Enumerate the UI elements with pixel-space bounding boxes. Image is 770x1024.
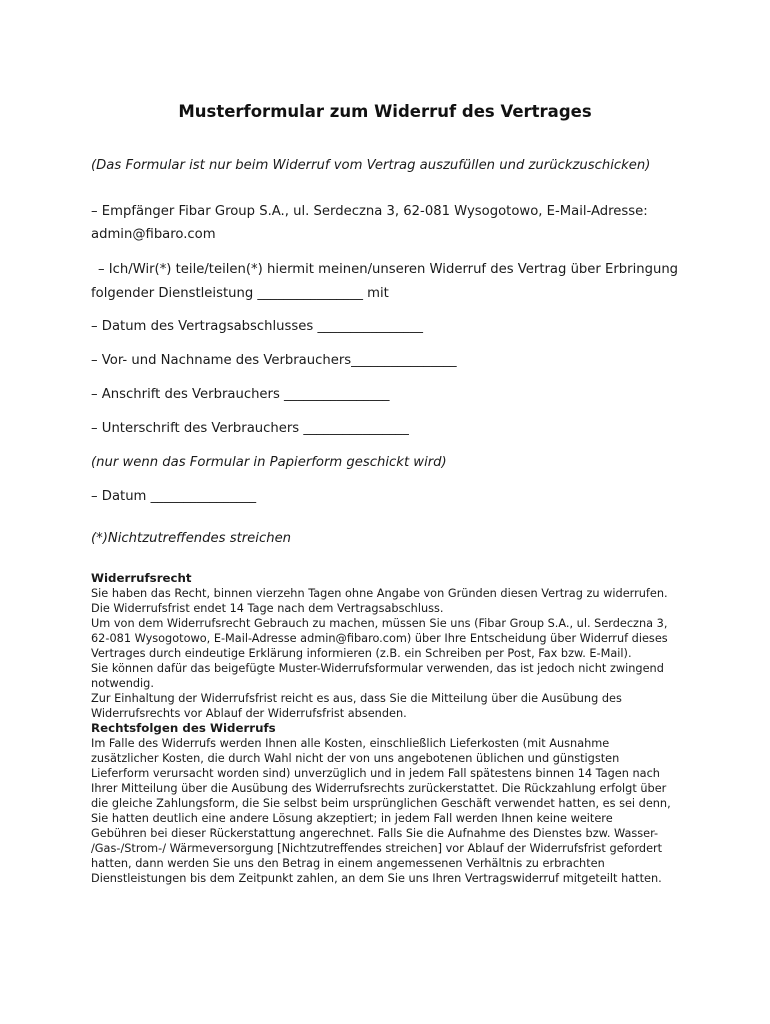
revocation-line-1: – Ich/Wir(*) teile/teilen(*) hiermit meinen/unseren Widerruf des Vertrag über Erbringung — [98, 262, 679, 277]
intro-note: (Das Formular ist nur beim Widerruf vom Vertrag auszufüllen und zurückzuschicken) — [91, 158, 651, 173]
rechtsfolgen-heading: Rechtsfolgen des Widerrufs — [91, 721, 276, 735]
legal-text-block — [91, 571, 691, 886]
document-title: Musterformular zum Widerruf des Vertrages — [178, 102, 592, 121]
recipient-line-2: admin@fibaro.com — [91, 227, 216, 242]
field-consumer-address: – Anschrift des Verbrauchers ________________ — [91, 387, 390, 402]
field-consumer-name: – Vor- und Nachname des Verbrauchers________________ — [91, 353, 457, 368]
recipient-line-1: – Empfänger Fibar Group S.A., ul. Serdeczna 3, 62-081 Wysogotowo, E-Mail-Adresse: — [91, 204, 648, 219]
widerrufsrecht-text: Sie haben das Recht, binnen vierzehn Tagen ohne Angabe von Gründen diesen Vertrag zu widerrufen. Die Widerrufsfrist endet 14 Tage nach dem Vertragsabschluss. Um von dem Widerrufsrecht Gebrauch zu machen, müssen Sie uns (Fibar Group S.A., ul. Serdeczna 3, 62-081 Wysogotowo, E-Mail-Adresse admin@fibaro.com) über Ihre Entscheidung über Widerruf dieses Vertrages durch eindeutige Erklärung informieren (z.B. ein Schreiben per Post, Fax bzw. E-Mail). Sie können dafür das beigefügte Muster-Widerrufsformular verwenden, das ist jedoch nicht zwingend notwendig. Zur Einhaltung der Widerrufsfrist reicht es aus, dass Sie die Mitteilung über die Ausübung des Widerrufsrechts vor Ablauf der Widerrufsfrist absenden. — [91, 587, 668, 720]
strike-note: (*)Nichtzutreffendes streichen — [91, 531, 292, 546]
revocation-line-2: folgender Dienstleistung ________________ mit — [91, 286, 389, 301]
field-contract-date: – Datum des Vertragsabschlusses ________________ — [91, 319, 423, 334]
rechtsfolgen-text: Im Falle des Widerrufs werden Ihnen alle Kosten, einschließlich Lieferkosten (mit Ausnahme zusätzlicher Kosten, die durch Wahl nicht der von uns angebotenen üblichen und günstigsten Lieferform verursacht worden sind) unverzüglich und in jedem Fall spätestens binnen 14 Tagen nach Ihrer Mitteilung über die Ausübung des Widerrufsrechts zurückerstattet. Die Rückzahlung erfolgt über die gleiche Zahlungsform, die Sie selbst beim ursprünglichen Geschäft verwendet hatten, es sei denn, Sie hatten deutlich eine andere Lösung akzeptiert; in jedem Fall werden Ihnen keine weitere Gebühren bei dieser Rückerstattung angerechnet. Falls Sie die Aufnahme des Dienstes bzw. Wasser- /Gas-/Strom-/ Wärmeversorgung [Nichtzutreffendes streichen] vor Ablauf der Widerrufsfrist gefordert hatten, dann werden Sie uns den Betrag in einem angemessenen Verhältnis zu erbrachten Dienstleistungen bis dem Zeitpunkt zahlen, an dem Sie uns Ihren Vertragswiderruf mitgeteilt hatten. — [91, 737, 671, 885]
field-date: – Datum ________________ — [91, 489, 257, 504]
paper-form-note: (nur wenn das Formular in Papierform geschickt wird) — [91, 455, 447, 470]
widerrufsrecht-heading: Widerrufsrecht — [91, 571, 192, 585]
field-consumer-signature: – Unterschrift des Verbrauchers ________________ — [91, 421, 409, 436]
